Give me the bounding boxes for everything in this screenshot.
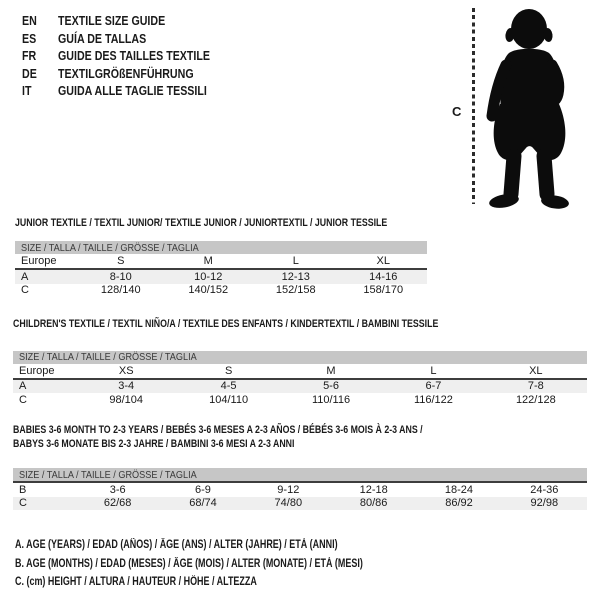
table-title-text: BABYS 3-6 MONATE BIS 2-3 JAHRE / BAMBINI 3-6 MESI A 2-3 ANNI <box>13 437 295 450</box>
table-title-text: BABIES 3-6 MONTH TO 2-3 YEARS / BEBÉS 3-6 MESES A 2-3 AÑOS / BÉBÉS 3-6 MOIS À 2-3 ANS / <box>13 424 423 436</box>
value-cell: 10-12 <box>194 270 223 283</box>
height-measure-dashed-line <box>472 8 475 204</box>
value-cell: 158/170 <box>363 284 404 297</box>
table-row-B <box>13 483 587 497</box>
region-label: Europe <box>19 364 55 377</box>
size-cell: S <box>224 364 233 377</box>
table-title-block <box>13 318 587 332</box>
footnote-b: B. AGE (MONTHS) / EDAD (MESES) / ÂGE (MOIS) / ALTER (MONATE) / ETÀ (MESI) <box>15 557 363 570</box>
value-cell: 122/128 <box>515 393 556 406</box>
table-row-C <box>15 284 427 298</box>
table-row-C <box>13 393 587 407</box>
table-row-A <box>13 380 587 394</box>
table-title <box>13 438 587 452</box>
value-cell: 140/152 <box>188 284 229 297</box>
size-cell: L <box>292 255 299 267</box>
size-header-band <box>13 351 587 364</box>
value-cell: 68/74 <box>189 497 217 510</box>
guide-title-en: TEXTILE SIZE GUIDE <box>58 13 166 28</box>
language-code: FR <box>22 48 37 63</box>
language-title-list <box>22 12 243 100</box>
value-cell: 116/122 <box>413 393 453 406</box>
language-row-es <box>22 30 243 48</box>
guide-title-es: GUÍA DE TALLAS <box>58 30 147 46</box>
row-label: B <box>19 483 27 496</box>
toddler-silhouette-icon <box>486 4 600 210</box>
value-cell: 5-6 <box>323 380 339 393</box>
value-cell: 6-7 <box>425 380 442 393</box>
size-cell: XL <box>376 255 390 267</box>
language-row-de <box>22 65 243 83</box>
language-row-en <box>22 12 243 30</box>
table-title-text: JUNIOR TEXTILE / TEXTIL JUNIOR/ TEXTILE JUNIOR / JUNIORTEXTIL / JUNIOR TESSILE <box>15 217 388 229</box>
row-label: A <box>19 380 27 393</box>
size-header-band <box>15 241 427 254</box>
language-code: EN <box>22 13 37 28</box>
value-cell: 12-18 <box>359 483 388 496</box>
value-cell: 9-12 <box>277 483 300 496</box>
table-title-text: CHILDREN'S TEXTILE / TEXTIL NIÑO/A / TEXTILE DES ENFANTS / KINDERTEXTIL / BAMBINI TESSILE <box>13 318 439 330</box>
table-title <box>15 217 427 231</box>
table-title-block <box>13 424 587 451</box>
europe-sizes-row <box>13 364 587 378</box>
size-cell: M <box>326 364 336 377</box>
value-cell: 12-13 <box>281 270 310 283</box>
value-cell: 4-5 <box>220 380 237 393</box>
size-table-1 <box>15 217 427 297</box>
row-label: A <box>21 270 29 283</box>
size-cell: S <box>117 255 125 267</box>
value-cell: 8-10 <box>109 270 132 283</box>
value-cell: 98/104 <box>109 393 144 406</box>
footnote-a: A. AGE (YEARS) / EDAD (AÑOS) / ÂGE (ANS) / ALTER (JAHRE) / ETÀ (ANNI) <box>15 539 338 551</box>
value-cell: 24-36 <box>530 483 559 496</box>
value-cell: 62/68 <box>103 497 132 510</box>
value-cell: 18-24 <box>444 483 474 496</box>
size-header-text: SIZE / TALLA / TAILLE / GRÖSSE / TAGLIA <box>21 241 199 254</box>
size-cell: XL <box>529 364 543 377</box>
language-code: ES <box>22 30 37 46</box>
value-cell: 74/80 <box>274 497 303 510</box>
size-table-2 <box>13 318 587 407</box>
size-header-text: SIZE / TALLA / TAILLE / GRÖSSE / TAGLIA <box>19 468 197 481</box>
value-cell: 3-6 <box>109 483 126 496</box>
table-title-block <box>15 217 427 231</box>
guide-title-fr: GUIDE DES TAILLES TEXTILE <box>58 48 211 63</box>
table-title <box>13 424 587 438</box>
region-label: Europe <box>21 255 57 267</box>
row-label: C <box>21 284 29 297</box>
size-header-band <box>13 468 587 481</box>
value-cell: 14-16 <box>369 270 398 283</box>
footnotes <box>15 536 461 592</box>
value-cell: 152/158 <box>275 284 316 297</box>
table-row-C <box>13 497 587 511</box>
value-cell: 110/116 <box>311 393 351 406</box>
size-table-3 <box>13 424 587 510</box>
size-header-text: SIZE / TALLA / TAILLE / GRÖSSE / TAGLIA <box>19 351 197 363</box>
guide-title-de: TEXTILGRÖßENFÜHRUNG <box>58 65 194 81</box>
language-row-fr <box>22 47 243 65</box>
language-code: DE <box>22 65 37 81</box>
guide-title-it: GUIDA ALLE TAGLIE TESSILI <box>58 83 207 98</box>
language-row-it <box>22 82 243 100</box>
europe-sizes-row <box>15 254 427 268</box>
size-cell: XS <box>118 364 134 377</box>
language-code: IT <box>22 83 32 98</box>
value-cell: 104/110 <box>209 393 249 406</box>
value-cell: 92/98 <box>530 497 559 510</box>
table-row-A <box>15 270 427 284</box>
value-cell: 3-4 <box>118 380 135 393</box>
height-measure-label: C <box>452 104 462 119</box>
size-cell: L <box>430 364 437 377</box>
row-label: C <box>19 393 27 406</box>
size-cell: M <box>203 255 213 267</box>
footnote-c: C. (cm) HEIGHT / ALTURA / HAUTEUR / HÖHE / ALTEZZA <box>15 576 257 588</box>
table-title <box>13 318 587 332</box>
value-cell: 128/140 <box>100 284 141 297</box>
value-cell: 80/86 <box>359 497 388 510</box>
row-label: C <box>19 497 27 510</box>
value-cell: 6-9 <box>195 483 211 496</box>
value-cell: 7-8 <box>527 380 544 393</box>
value-cell: 86/92 <box>445 497 473 510</box>
